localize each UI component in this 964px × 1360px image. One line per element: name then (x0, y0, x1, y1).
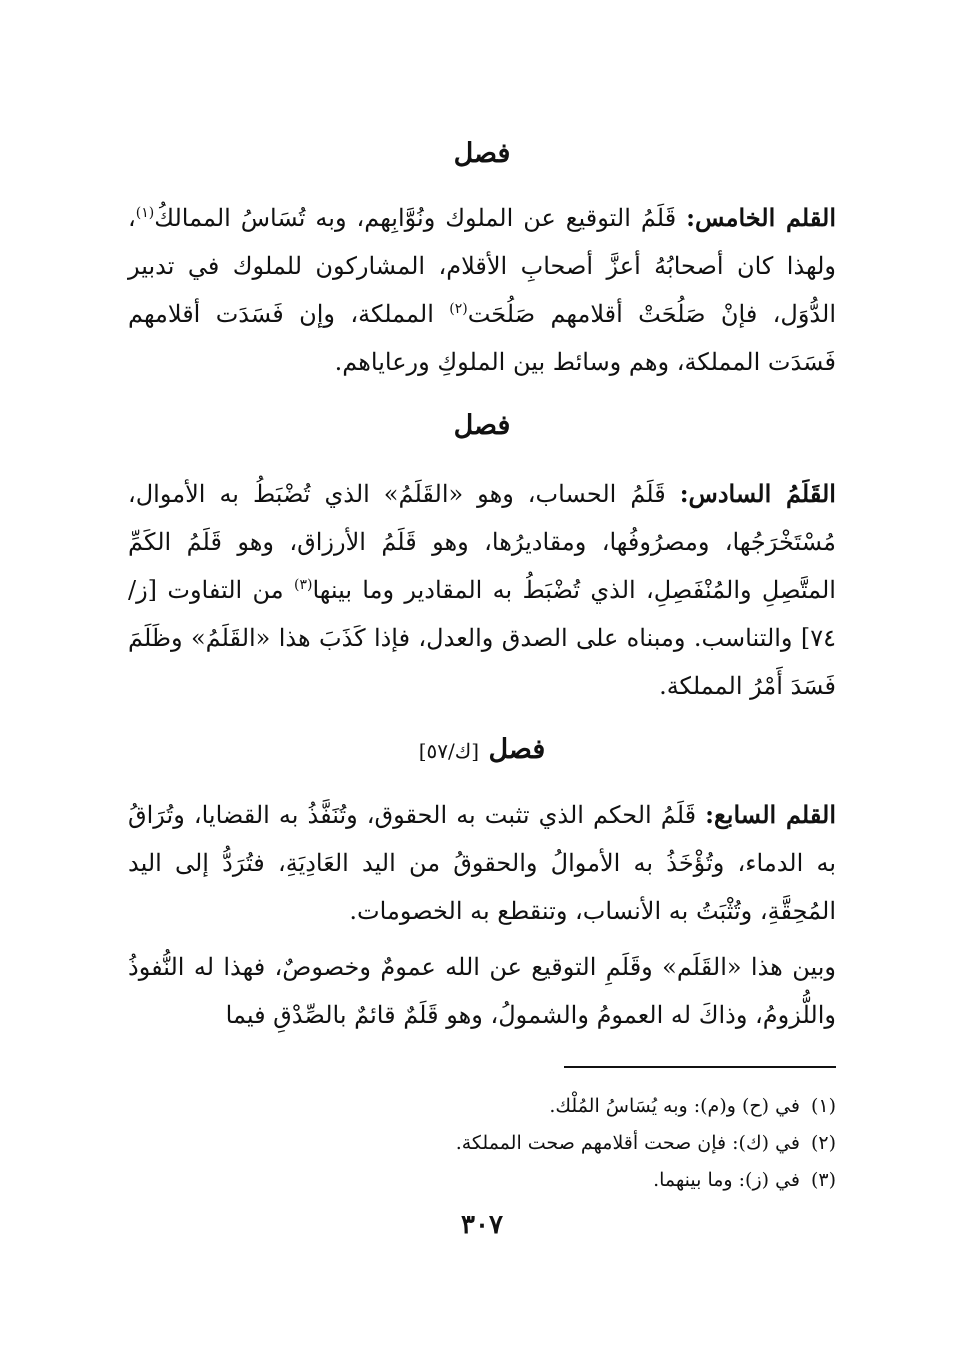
book-page (128, 120, 836, 1300)
footnote-item (128, 1088, 836, 1125)
paragraph-lead: القلم الخامس: (686, 203, 836, 232)
paragraph-text: من التفاوت [ز/٧٤] والتناسب. ومبناه على الصدق والعدل، فإذا كَذَبَ هذا «القَلَمُ» وظَلَمَ فَسَدَ أَمْرُ المملكة. (128, 576, 836, 700)
footnote-item (128, 1125, 836, 1162)
paragraph-text: قَلَمُ الحكم الذي تثبت به الحقوق، وتُنَفَّذُ به القضايا، وتُرَاقُ به الدماء، وتُؤْخَذُ به الأموالُ والحقوقُ من اليد العَادِيَةِ، فتُرَدُّ إلى اليد المُحِقَّةِ، وتُثْبَتُ به الأنساب، وتنقطع به الخصومات. (128, 801, 836, 925)
paragraph-text: قَلَمُ الحساب، وهو «القَلَمُ» الذي تُضْبَطُ به الأموال، مُسْتَخْرَجُها، ومصرُوفُها، ومقاديرُها، وهو قَلَمُ الأرزاق، وهو قَلَمُ الكَمِّ المتَّصِلِ والمُنْفَصِلِ، الذي تُضْبَطُ به المقادير وما بينها (128, 480, 836, 604)
footnote-item (128, 1162, 836, 1199)
closing-paragraph: وبين هذا «القَلَم» وقَلَمِ التوقيع عن الله عمومٌ وخصوصٌ، فهذا له النُّفوذُ واللُّزومُ، وذاكَ له العمومُ والشمولُ، وهو قَلَمٌ قائمٌ بالصِّدْقِ فيما (128, 953, 836, 1029)
section-heading (128, 406, 836, 446)
footnotes (128, 1088, 836, 1199)
footnote-number: (١) (810, 1095, 836, 1117)
section-heading-text: فصل (488, 734, 546, 765)
manuscript-page-reference: [ك/٥٧] (418, 739, 480, 763)
paragraph-lead: القلم السابع: (705, 800, 836, 829)
section-heading-text: فصل (453, 138, 511, 169)
footnote-number: (٣) (810, 1169, 836, 1191)
page-number: ٣٠٧ (461, 1210, 503, 1240)
paragraph-lead: القَلَمُ السادس: (679, 479, 836, 508)
footnote-marker[interactable]: (١) (135, 205, 155, 221)
paragraph-seventh-pen (128, 791, 836, 935)
footnote-text: في (ك): فإن صحت أقلامهم صحت المملكة. (455, 1132, 800, 1154)
section-heading (128, 134, 836, 174)
paragraph-fifth-pen (128, 194, 836, 386)
section-heading-text: فصل (453, 410, 511, 441)
footnote-text: في (ح) و(م): وبه يُسَاسُ المُلْك. (549, 1095, 800, 1117)
footnote-divider (564, 1066, 836, 1068)
footnote-marker[interactable]: (٣) (293, 577, 313, 593)
footnote-text: في (ز): وما بينهما. (653, 1169, 800, 1191)
section-heading (128, 730, 836, 771)
footnote-number: (٢) (810, 1132, 836, 1154)
paragraph-text: المملكة، وإن فَسَدَت أقلامهم فَسَدَت المملكة، وهم وسائط بين الملوكِ ورعاياهم. (128, 300, 836, 376)
paragraph-text: قَلَمُ التوقيع عن الملوك ونُوَّابِهم، وبه تُسَاسُ الممالكُ (154, 204, 687, 232)
paragraph-sixth-pen (128, 470, 836, 710)
footnote-marker[interactable]: (٢) (449, 301, 468, 317)
paragraph-text: ، ولهذا كان أصحابُهُ أعزَّ أصحابِ الأقلام، المشاركون للملوك في تدبير الدُّوَل، فإنْ صَلُحَتْ أقلامهم صَلُحَت (128, 204, 836, 328)
